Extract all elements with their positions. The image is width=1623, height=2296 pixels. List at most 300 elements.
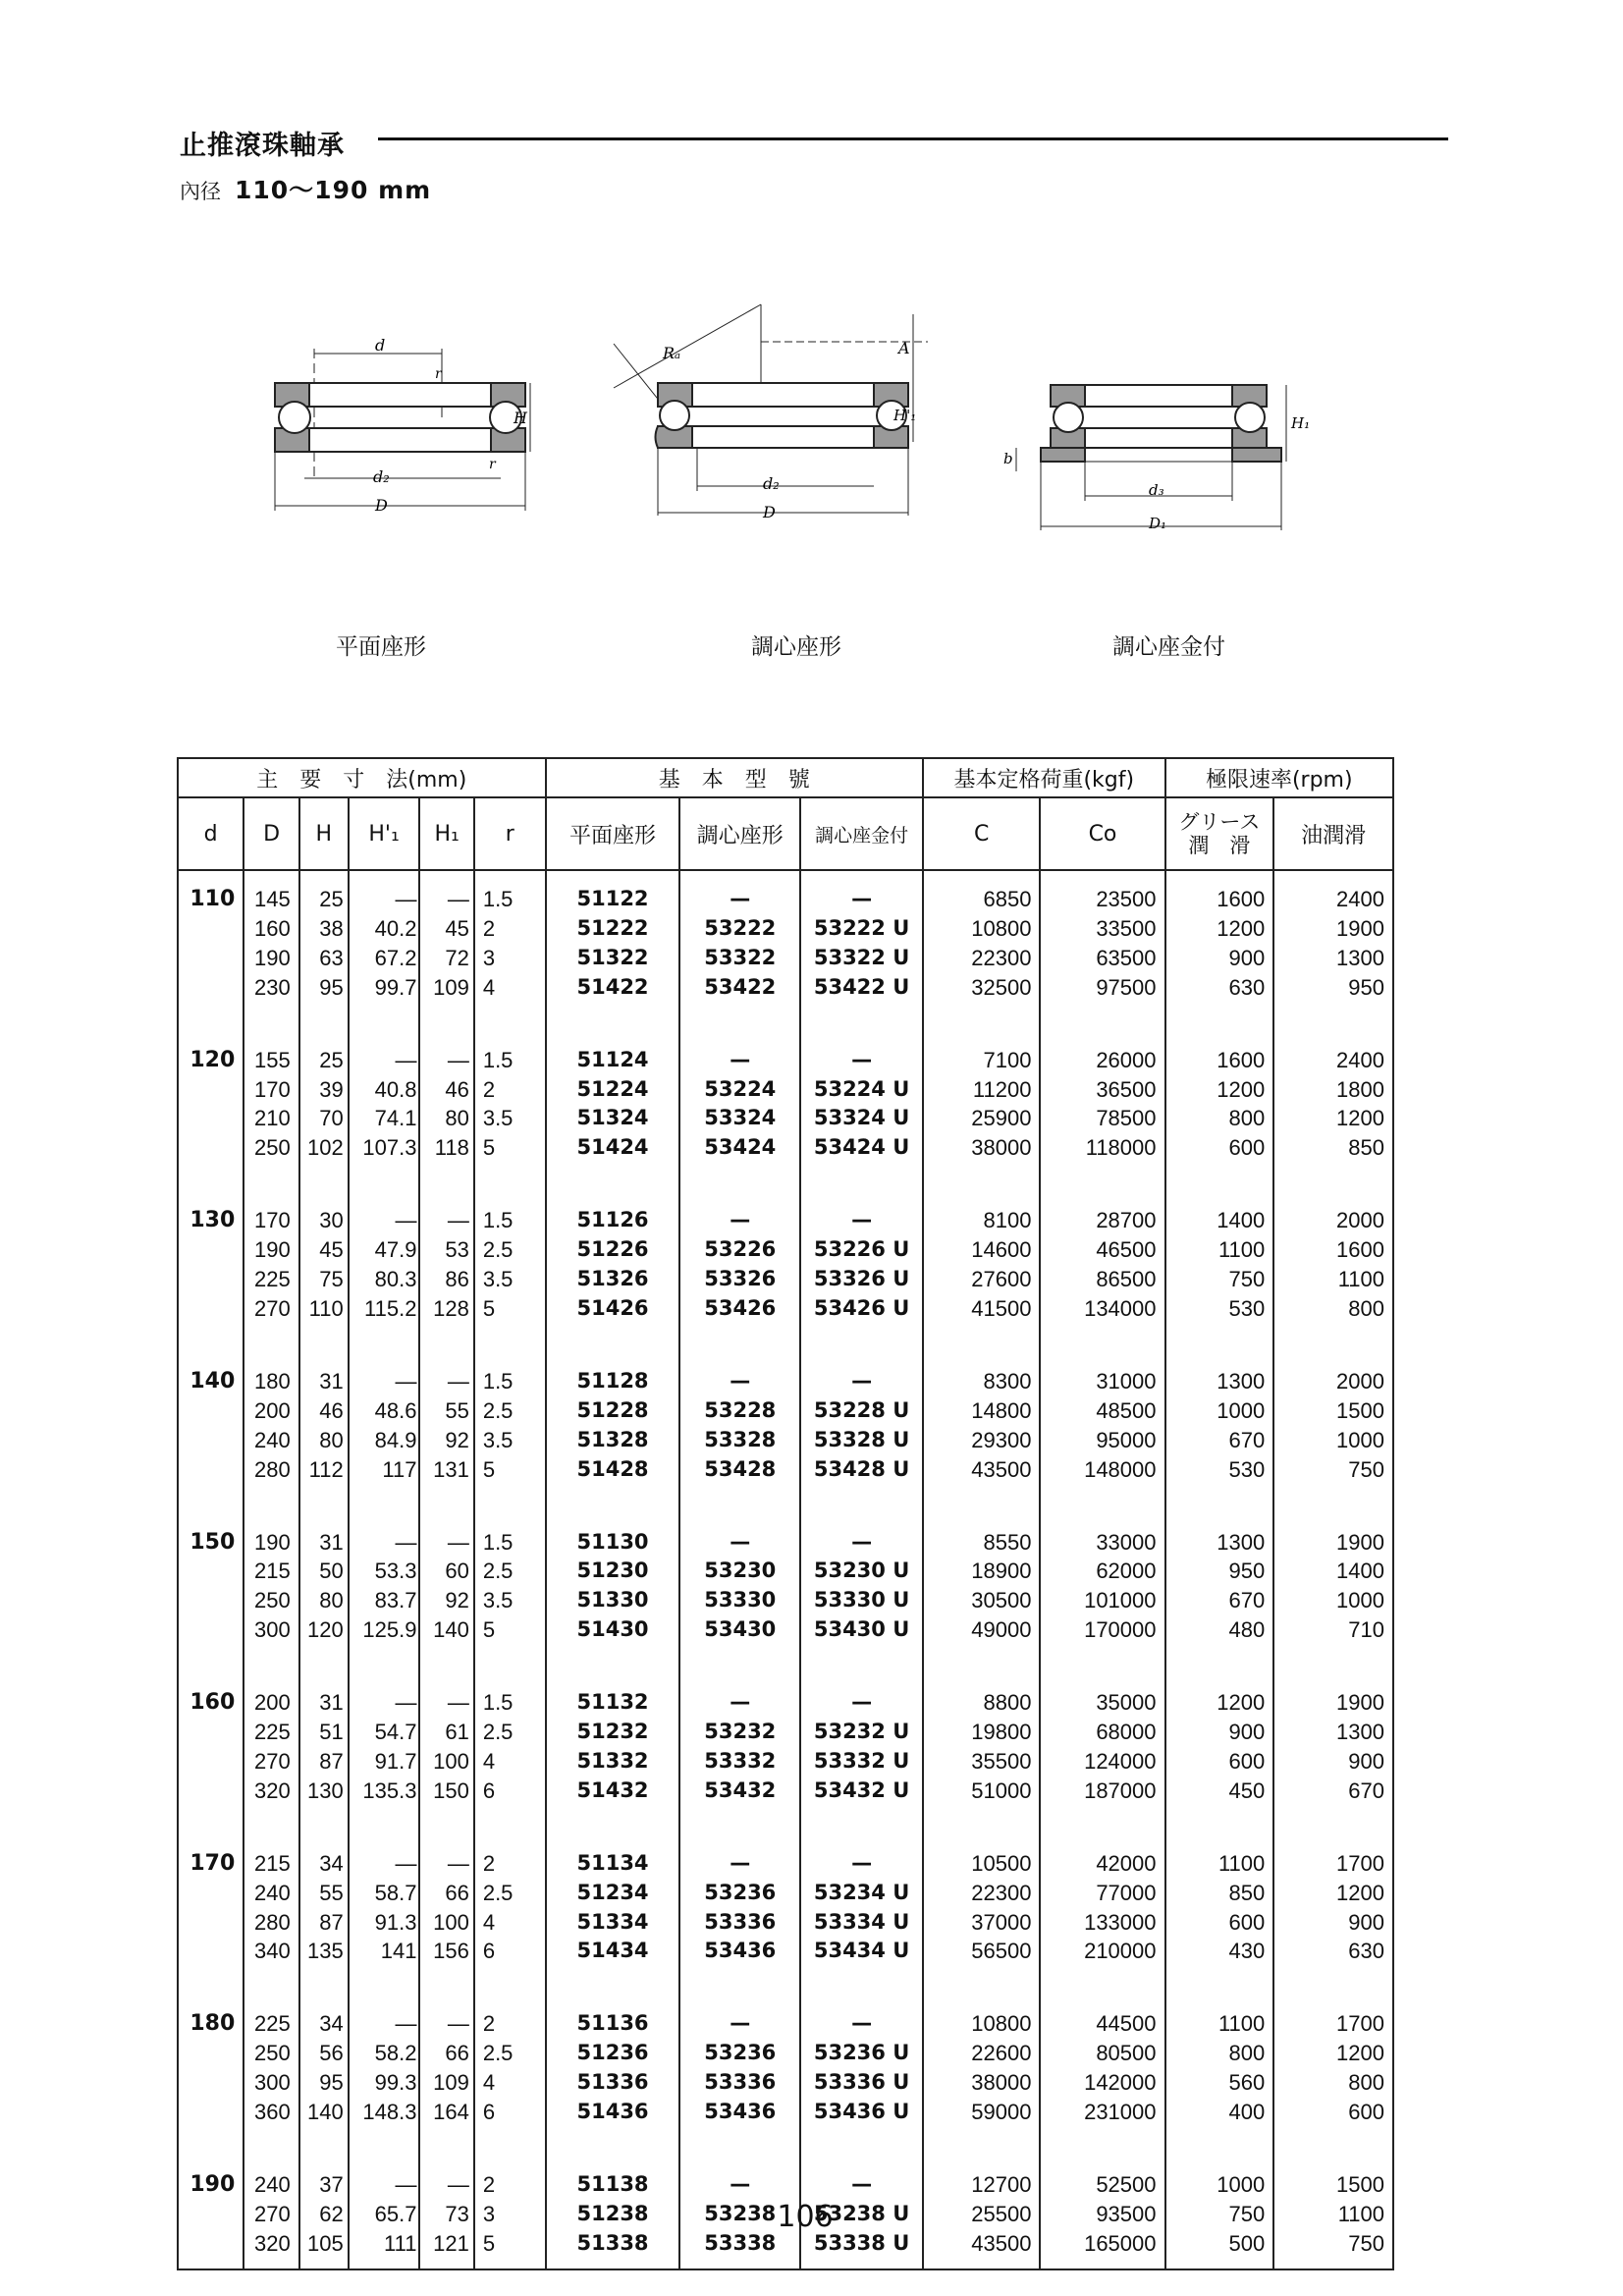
cell-r: 2 xyxy=(474,1075,546,1105)
dim-r-bottom: r xyxy=(489,457,496,472)
cell-bore-d: 140 xyxy=(178,1353,243,1396)
col-grease-line1: グリース xyxy=(1178,810,1261,834)
cell-aligning-washer: 53432 U xyxy=(800,1777,923,1806)
spacer-cell xyxy=(243,1163,298,1192)
spacer-cell xyxy=(349,1485,420,1514)
cell-Co: 210000 xyxy=(1040,1937,1164,1966)
cell-bore-d: 110 xyxy=(178,870,243,914)
cell-C: 25900 xyxy=(923,1104,1040,1133)
cell-grease-rpm: 500 xyxy=(1165,2229,1274,2269)
cell-D: 360 xyxy=(243,2098,298,2127)
cell-D: 190 xyxy=(243,1514,298,1558)
cell-H1: 109 xyxy=(419,973,473,1003)
cell-D: 180 xyxy=(243,1353,298,1396)
cell-r: 1.5 xyxy=(474,1674,546,1718)
cell-grease-rpm: 900 xyxy=(1165,944,1274,973)
table-row xyxy=(178,1615,1393,1645)
table-row xyxy=(178,1937,1393,1966)
cell-aligning: 53326 xyxy=(679,1265,800,1294)
cell-H1: 92 xyxy=(419,1426,473,1455)
cell-aligning: — xyxy=(679,1835,800,1879)
spacer-cell xyxy=(299,1163,349,1192)
cell-aligning-washer: 53322 U xyxy=(800,944,923,973)
spacer-cell xyxy=(1040,1003,1164,1032)
cell-D: 250 xyxy=(243,2039,298,2068)
table-row xyxy=(178,1455,1393,1485)
cell-C: 18900 xyxy=(923,1557,1040,1586)
cell-aligning: 53424 xyxy=(679,1133,800,1163)
cell-Co: 101000 xyxy=(1040,1586,1164,1615)
spacer-cell xyxy=(1165,1485,1274,1514)
table-row xyxy=(178,870,1393,914)
cell-D: 300 xyxy=(243,2068,298,2098)
cell-grease-rpm: 630 xyxy=(1165,973,1274,1003)
cell-flat: 51422 xyxy=(546,973,680,1003)
cell-grease-rpm: 400 xyxy=(1165,2098,1274,2127)
cell-aligning-washer: 53222 U xyxy=(800,914,923,944)
cell-H1-prime: 80.3 xyxy=(349,1265,420,1294)
cell-H1-prime: 83.7 xyxy=(349,1586,420,1615)
cell-C: 14800 xyxy=(923,1396,1040,1426)
flat-seat-diagram xyxy=(265,329,550,535)
spacer-cell xyxy=(1273,1324,1393,1353)
spacer-cell xyxy=(1165,1806,1274,1835)
spacer-cell xyxy=(800,2127,923,2157)
table-row xyxy=(178,1192,1393,1235)
cell-r: 4 xyxy=(474,2068,546,2098)
cell-bore-d xyxy=(178,1396,243,1426)
cell-oil-rpm: 1000 xyxy=(1273,1426,1393,1455)
cell-grease-rpm: 450 xyxy=(1165,1777,1274,1806)
cell-Co: 118000 xyxy=(1040,1133,1164,1163)
cell-flat: 51228 xyxy=(546,1396,680,1426)
cell-H1: 164 xyxy=(419,2098,473,2127)
spacer-cell xyxy=(800,1003,923,1032)
cell-oil-rpm: 1900 xyxy=(1273,1514,1393,1558)
cell-oil-rpm: 1300 xyxy=(1273,1718,1393,1747)
spacer-cell xyxy=(1040,2127,1164,2157)
cell-H: 31 xyxy=(299,1514,349,1558)
cell-flat: 51432 xyxy=(546,1777,680,1806)
cell-aligning-washer: 53436 U xyxy=(800,2098,923,2127)
cell-bore-d xyxy=(178,2039,243,2068)
cell-Co: 77000 xyxy=(1040,1879,1164,1908)
cell-oil-rpm: 1200 xyxy=(1273,1879,1393,1908)
cell-C: 43500 xyxy=(923,2229,1040,2269)
cell-bore-d xyxy=(178,1718,243,1747)
group-header-load: 基本定格荷重(kgf) xyxy=(923,758,1164,797)
cell-D: 270 xyxy=(243,1747,298,1777)
cell-flat: 51138 xyxy=(546,2157,680,2200)
cell-flat: 51132 xyxy=(546,1674,680,1718)
cell-C: 49000 xyxy=(923,1615,1040,1645)
dim-H: H xyxy=(514,409,527,427)
spacer-cell xyxy=(546,1645,680,1674)
cell-aligning: 53436 xyxy=(679,2098,800,2127)
spacer-cell xyxy=(546,1163,680,1192)
cell-D: 280 xyxy=(243,1908,298,1938)
cell-H1-prime: 58.2 xyxy=(349,2039,420,2068)
cell-aligning: — xyxy=(679,1192,800,1235)
cell-oil-rpm: 1600 xyxy=(1273,1235,1393,1265)
cell-H: 62 xyxy=(299,2200,349,2229)
cell-grease-rpm: 600 xyxy=(1165,1747,1274,1777)
cell-bore-d xyxy=(178,1908,243,1938)
cell-H1-prime: 47.9 xyxy=(349,1235,420,1265)
cell-H1-prime: — xyxy=(349,1353,420,1396)
cell-aligning: — xyxy=(679,1032,800,1075)
cell-D: 320 xyxy=(243,1777,298,1806)
cell-H1-prime: 141 xyxy=(349,1937,420,1966)
cell-oil-rpm: 900 xyxy=(1273,1908,1393,1938)
cell-H: 70 xyxy=(299,1104,349,1133)
spacer-cell xyxy=(1273,1163,1393,1192)
cell-C: 41500 xyxy=(923,1294,1040,1324)
cell-bore-d xyxy=(178,1235,243,1265)
cell-aligning: — xyxy=(679,1674,800,1718)
cell-aligning: 53324 xyxy=(679,1104,800,1133)
cell-grease-rpm: 1100 xyxy=(1165,1835,1274,1879)
cell-D: 240 xyxy=(243,1879,298,1908)
cell-aligning-washer: 53326 U xyxy=(800,1265,923,1294)
spacer-cell xyxy=(1273,1003,1393,1032)
cell-r: 2.5 xyxy=(474,1879,546,1908)
cell-r: 3.5 xyxy=(474,1265,546,1294)
cell-H: 39 xyxy=(299,1075,349,1105)
cell-oil-rpm: 1100 xyxy=(1273,1265,1393,1294)
cell-H1: — xyxy=(419,1995,473,2039)
cell-bore-d: 120 xyxy=(178,1032,243,1075)
spacer-cell xyxy=(419,1966,473,1995)
cell-H1: — xyxy=(419,870,473,914)
cell-D: 145 xyxy=(243,870,298,914)
caption-aligning-seat: 調心座形 xyxy=(751,634,841,660)
cell-H: 31 xyxy=(299,1674,349,1718)
cell-H1-prime: — xyxy=(349,1674,420,1718)
spacer-cell xyxy=(679,2127,800,2157)
cell-H1-prime: 99.7 xyxy=(349,973,420,1003)
cell-aligning-washer: 53324 U xyxy=(800,1104,923,1133)
cell-D: 340 xyxy=(243,1937,298,1966)
cell-grease-rpm: 480 xyxy=(1165,1615,1274,1645)
cell-C: 29300 xyxy=(923,1426,1040,1455)
cell-r: 2 xyxy=(474,914,546,944)
cell-r: 2.5 xyxy=(474,1718,546,1747)
cell-bore-d xyxy=(178,1455,243,1485)
cell-C: 14600 xyxy=(923,1235,1040,1265)
spacer-cell xyxy=(1040,1163,1164,1192)
cell-D: 240 xyxy=(243,1426,298,1455)
cell-H1: 150 xyxy=(419,1777,473,1806)
spacer-cell xyxy=(679,1806,800,1835)
cell-aligning: 53432 xyxy=(679,1777,800,1806)
spacer-cell xyxy=(419,1485,473,1514)
col-d: d xyxy=(178,797,243,870)
cell-H1: 45 xyxy=(419,914,473,944)
cell-H: 140 xyxy=(299,2098,349,2127)
spacer-cell xyxy=(923,2127,1040,2157)
spacer-cell xyxy=(1040,1966,1164,1995)
cell-Co: 93500 xyxy=(1040,2200,1164,2229)
cell-H: 130 xyxy=(299,1777,349,1806)
cell-H1-prime: 40.2 xyxy=(349,914,420,944)
dim-H1: H₁ xyxy=(1291,414,1311,432)
spacer-cell xyxy=(1040,1324,1164,1353)
table-row xyxy=(178,1104,1393,1133)
cell-aligning: 53336 xyxy=(679,1908,800,1938)
cell-H1-prime: — xyxy=(349,1032,420,1075)
cell-H: 135 xyxy=(299,1937,349,1966)
cell-aligning: — xyxy=(679,1514,800,1558)
cell-C: 10500 xyxy=(923,1835,1040,1879)
spacer-cell xyxy=(1165,1645,1274,1674)
group-spacer xyxy=(178,1645,1393,1674)
cell-Co: 42000 xyxy=(1040,1835,1164,1879)
cell-grease-rpm: 600 xyxy=(1165,1133,1274,1163)
cell-oil-rpm: 1500 xyxy=(1273,1396,1393,1426)
spacer-cell xyxy=(178,1806,243,1835)
cell-H1-prime: 91.3 xyxy=(349,1908,420,1938)
cell-D: 210 xyxy=(243,1104,298,1133)
cell-H1: — xyxy=(419,1835,473,1879)
cell-flat: 51136 xyxy=(546,1995,680,2039)
cell-H: 87 xyxy=(299,1747,349,1777)
spacer-cell xyxy=(800,1485,923,1514)
cell-H1: — xyxy=(419,1514,473,1558)
cell-flat: 51222 xyxy=(546,914,680,944)
cell-H1: 100 xyxy=(419,1908,473,1938)
spacer-cell xyxy=(299,1324,349,1353)
col-r: r xyxy=(474,797,546,870)
table-row xyxy=(178,2068,1393,2098)
cell-Co: 46500 xyxy=(1040,1235,1164,1265)
table-row xyxy=(178,1718,1393,1747)
cell-H: 105 xyxy=(299,2229,349,2269)
cell-aligning-washer: — xyxy=(800,1995,923,2039)
spacer-cell xyxy=(1040,1806,1164,1835)
cell-aligning: 53428 xyxy=(679,1455,800,1485)
cell-grease-rpm: 530 xyxy=(1165,1294,1274,1324)
cell-aligning-washer: 53430 U xyxy=(800,1615,923,1645)
cell-flat: 51322 xyxy=(546,944,680,973)
spacer-cell xyxy=(349,1324,420,1353)
spacer-cell xyxy=(679,1003,800,1032)
cell-aligning-washer: 53330 U xyxy=(800,1586,923,1615)
cell-grease-rpm: 560 xyxy=(1165,2068,1274,2098)
cell-oil-rpm: 2400 xyxy=(1273,1032,1393,1075)
cell-aligning: — xyxy=(679,1995,800,2039)
cell-flat: 51232 xyxy=(546,1718,680,1747)
spacer-cell xyxy=(800,1324,923,1353)
cell-Co: 33500 xyxy=(1040,914,1164,944)
cell-oil-rpm: 1700 xyxy=(1273,1995,1393,2039)
bore-label: 內径 xyxy=(180,180,221,203)
cell-bore-d: 130 xyxy=(178,1192,243,1235)
cell-H: 112 xyxy=(299,1455,349,1485)
cell-bore-d xyxy=(178,914,243,944)
cell-grease-rpm: 430 xyxy=(1165,1937,1274,1966)
cell-D: 190 xyxy=(243,1235,298,1265)
bore-range-value: 110～190 mm xyxy=(235,176,432,204)
cell-bore-d xyxy=(178,1586,243,1615)
cell-H: 37 xyxy=(299,2157,349,2200)
spacer-cell xyxy=(546,1485,680,1514)
cell-H1-prime: 125.9 xyxy=(349,1615,420,1645)
cell-C: 8800 xyxy=(923,1674,1040,1718)
cell-aligning-washer: 53234 U xyxy=(800,1879,923,1908)
spacer-cell xyxy=(923,1645,1040,1674)
cell-C: 32500 xyxy=(923,973,1040,1003)
cell-D: 170 xyxy=(243,1192,298,1235)
cell-aligning-washer: 53238 U xyxy=(800,2200,923,2229)
cell-flat: 51430 xyxy=(546,1615,680,1645)
cell-H: 80 xyxy=(299,1586,349,1615)
figure-aligning-washer xyxy=(987,373,1311,540)
table-row xyxy=(178,2098,1393,2127)
cell-oil-rpm: 1900 xyxy=(1273,1674,1393,1718)
cell-r: 2 xyxy=(474,1995,546,2039)
cell-oil-rpm: 900 xyxy=(1273,1747,1393,1777)
cell-Co: 52500 xyxy=(1040,2157,1164,2200)
cell-aligning: — xyxy=(679,2157,800,2200)
cell-r: 6 xyxy=(474,1777,546,1806)
cell-H1: 92 xyxy=(419,1586,473,1615)
cell-r: 2.5 xyxy=(474,1396,546,1426)
cell-aligning-washer: 53336 U xyxy=(800,2068,923,2098)
spacer-cell xyxy=(243,2127,298,2157)
cell-oil-rpm: 800 xyxy=(1273,2068,1393,2098)
cell-D: 250 xyxy=(243,1133,298,1163)
cell-grease-rpm: 600 xyxy=(1165,1908,1274,1938)
cell-C: 11200 xyxy=(923,1075,1040,1105)
cell-H1: 80 xyxy=(419,1104,473,1133)
spacer-cell xyxy=(474,1966,546,1995)
table-row xyxy=(178,1908,1393,1938)
spacer-cell xyxy=(419,1806,473,1835)
cell-D: 240 xyxy=(243,2157,298,2200)
cell-H1: 53 xyxy=(419,1235,473,1265)
spacer-cell xyxy=(1273,2127,1393,2157)
table-row xyxy=(178,2229,1393,2269)
spacer-cell xyxy=(474,1645,546,1674)
page-number: 106 xyxy=(777,2200,834,2234)
cell-grease-rpm: 800 xyxy=(1165,1104,1274,1133)
dim-H1-prime: H'₁ xyxy=(893,407,917,424)
group-spacer xyxy=(178,1806,1393,1835)
cell-aligning: 53422 xyxy=(679,973,800,1003)
cell-C: 22300 xyxy=(923,1879,1040,1908)
cell-flat: 51224 xyxy=(546,1075,680,1105)
cell-bore-d xyxy=(178,1557,243,1586)
spacer-cell xyxy=(474,1324,546,1353)
cell-oil-rpm: 2400 xyxy=(1273,870,1393,914)
cell-C: 22300 xyxy=(923,944,1040,973)
cell-Co: 133000 xyxy=(1040,1908,1164,1938)
cell-H1-prime: — xyxy=(349,1995,420,2039)
cell-r: 2.5 xyxy=(474,1557,546,1586)
cell-H: 46 xyxy=(299,1396,349,1426)
cell-aligning: 53336 xyxy=(679,2068,800,2098)
cell-bore-d xyxy=(178,2068,243,2098)
cell-C: 8300 xyxy=(923,1353,1040,1396)
cell-grease-rpm: 1100 xyxy=(1165,1995,1274,2039)
spacer-cell xyxy=(474,2127,546,2157)
cell-H1: — xyxy=(419,1032,473,1075)
cell-C: 12700 xyxy=(923,2157,1040,2200)
group-spacer xyxy=(178,1966,1393,1995)
header-rule xyxy=(378,137,1448,140)
spacer-cell xyxy=(800,1806,923,1835)
cell-bore-d xyxy=(178,1133,243,1163)
cell-flat: 51226 xyxy=(546,1235,680,1265)
cell-H: 25 xyxy=(299,1032,349,1075)
cell-aligning: 53430 xyxy=(679,1615,800,1645)
dim-d2: d₂ xyxy=(763,474,780,493)
cell-aligning-washer: 53230 U xyxy=(800,1557,923,1586)
table-row xyxy=(178,1674,1393,1718)
spacer-cell xyxy=(1040,1485,1164,1514)
cell-grease-rpm: 1400 xyxy=(1165,1192,1274,1235)
spacer-cell xyxy=(1165,1003,1274,1032)
cell-H: 102 xyxy=(299,1133,349,1163)
cell-Co: 63500 xyxy=(1040,944,1164,973)
cell-aligning-washer: 53334 U xyxy=(800,1908,923,1938)
figure-aligning-seat xyxy=(604,295,928,530)
spacer-cell xyxy=(474,1163,546,1192)
spacer-cell xyxy=(679,1645,800,1674)
cell-H1-prime: 91.7 xyxy=(349,1747,420,1777)
group-spacer xyxy=(178,2127,1393,2157)
cell-D: 160 xyxy=(243,914,298,944)
cell-H1: 118 xyxy=(419,1133,473,1163)
table-row xyxy=(178,1514,1393,1558)
table-row xyxy=(178,1995,1393,2039)
cell-grease-rpm: 1600 xyxy=(1165,1032,1274,1075)
cell-H1-prime: 54.7 xyxy=(349,1718,420,1747)
table-row xyxy=(178,944,1393,973)
cell-oil-rpm: 2000 xyxy=(1273,1192,1393,1235)
spacer-cell xyxy=(299,1003,349,1032)
cell-grease-rpm: 670 xyxy=(1165,1586,1274,1615)
spacer-cell xyxy=(923,1324,1040,1353)
cell-bore-d xyxy=(178,1104,243,1133)
cell-oil-rpm: 2000 xyxy=(1273,1353,1393,1396)
cell-r: 1.5 xyxy=(474,1192,546,1235)
table-row xyxy=(178,1265,1393,1294)
cell-aligning-washer: — xyxy=(800,870,923,914)
dim-d2: d₂ xyxy=(373,467,390,486)
spacer-cell xyxy=(299,1966,349,1995)
cell-flat: 51234 xyxy=(546,1879,680,1908)
spacer-cell xyxy=(349,1163,420,1192)
table-row xyxy=(178,1353,1393,1396)
cell-H: 25 xyxy=(299,870,349,914)
cell-H1-prime: 65.7 xyxy=(349,2200,420,2229)
cell-bore-d xyxy=(178,1426,243,1455)
spacer-cell xyxy=(1165,2127,1274,2157)
cell-flat: 51236 xyxy=(546,2039,680,2068)
cell-oil-rpm: 800 xyxy=(1273,1294,1393,1324)
cell-H1: 109 xyxy=(419,2068,473,2098)
cell-flat: 51428 xyxy=(546,1455,680,1485)
table-row xyxy=(178,2157,1393,2200)
cell-grease-rpm: 1000 xyxy=(1165,2157,1274,2200)
spacer-cell xyxy=(800,1163,923,1192)
cell-flat: 51134 xyxy=(546,1835,680,1879)
cell-Co: 35000 xyxy=(1040,1674,1164,1718)
cell-bore-d: 150 xyxy=(178,1514,243,1558)
cell-Co: 187000 xyxy=(1040,1777,1164,1806)
